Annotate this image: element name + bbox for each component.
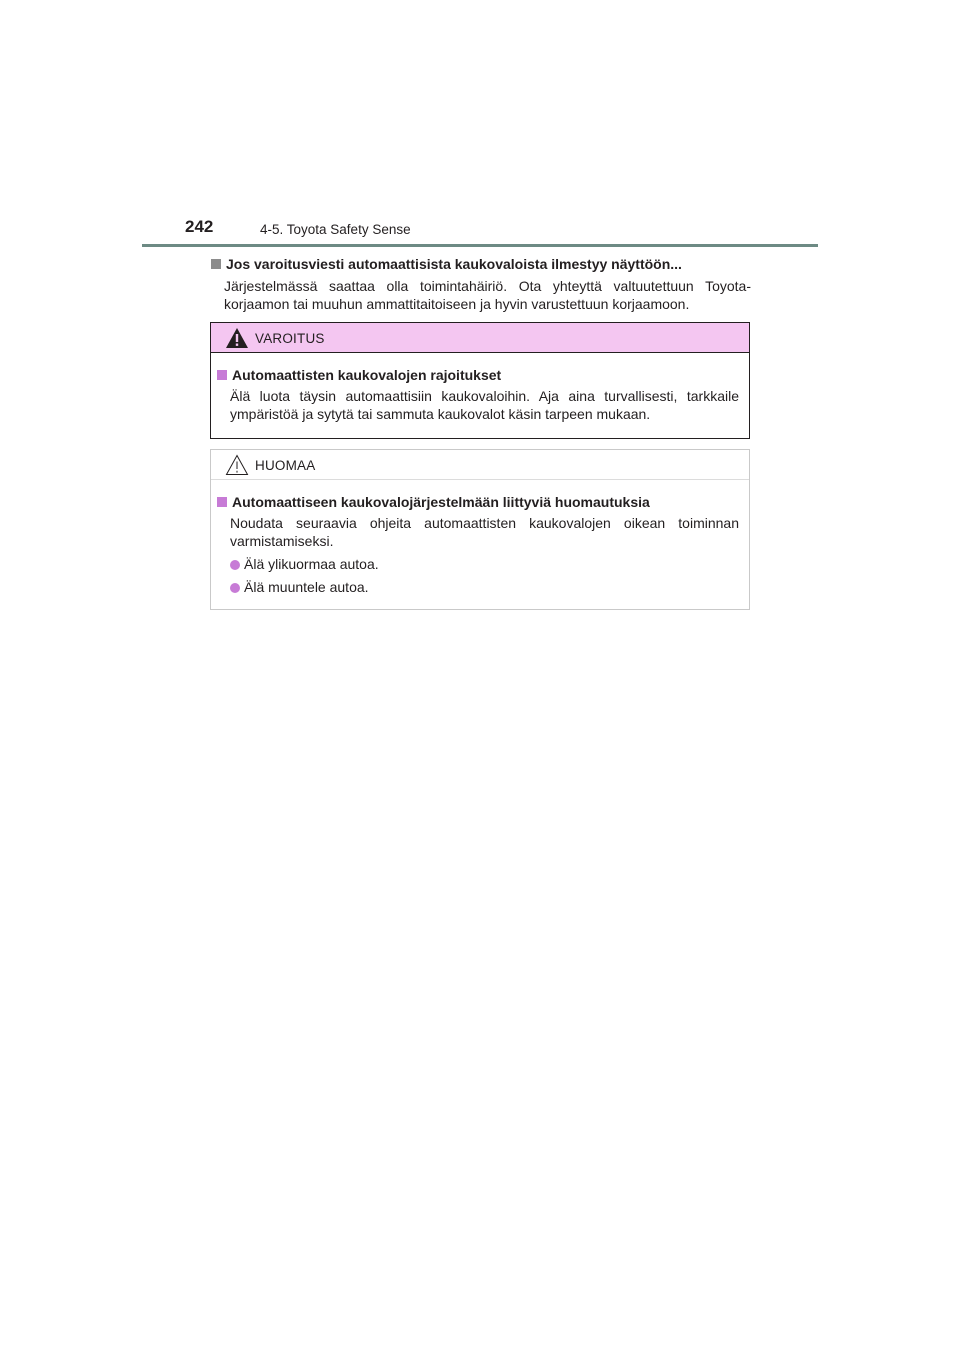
warning-heading-text: Automaattisten kaukovalojen rajoitukset bbox=[232, 367, 502, 383]
warning-label: VAROITUS bbox=[255, 331, 325, 346]
list-item bbox=[230, 555, 739, 573]
intro-section bbox=[211, 255, 751, 313]
intro-heading bbox=[211, 255, 751, 273]
square-bullet-icon bbox=[211, 259, 221, 269]
intro-heading-text: Jos varoitusviesti automaattisista kaukovaloista ilmestyy näyttöön... bbox=[226, 256, 682, 272]
list-item bbox=[230, 578, 739, 596]
notice-body: Noudata seuraavia ohjeita automaattisten kaukovalojen oikean toiminnan varmistamiseksi. bbox=[230, 515, 739, 549]
intro-body: Järjestelmässä saattaa olla toimintahäiriö. Ota yhteyttä valtuutettuun Toyota-korjaamon tai muuhun ammattitaitoiseen ja hyvin varustettuun korjaamoon. bbox=[224, 278, 751, 312]
square-bullet-icon bbox=[217, 370, 227, 380]
warning-triangle-icon bbox=[225, 327, 249, 349]
section-title: 4-5. Toyota Safety Sense bbox=[260, 222, 411, 237]
notice-heading bbox=[217, 493, 739, 511]
caution-triangle-icon bbox=[225, 454, 249, 476]
square-bullet-icon bbox=[217, 497, 227, 507]
notice-box bbox=[210, 449, 750, 610]
list-item-text: Älä muuntele autoa. bbox=[244, 579, 369, 595]
list-item-text: Älä ylikuormaa autoa. bbox=[244, 556, 379, 572]
header-rule bbox=[142, 244, 818, 247]
notice-header bbox=[211, 450, 749, 480]
warning-content bbox=[211, 353, 749, 423]
warning-heading bbox=[217, 366, 739, 384]
circle-bullet-icon bbox=[230, 583, 240, 593]
warning-box bbox=[210, 322, 750, 439]
warning-body: Älä luota täysin automaattisiin kaukovaloihin. Aja aina turvallisesti, tarkkaile ympäristöä ja sytytä tai sammuta kaukovalot käsin tarpeen mukaan. bbox=[230, 388, 739, 422]
page-header bbox=[0, 214, 960, 248]
notice-content bbox=[211, 480, 749, 596]
page-number: 242 bbox=[185, 217, 214, 236]
notice-heading-text: Automaattiseen kaukovalojärjestelmään liittyviä huomautuksia bbox=[232, 494, 650, 510]
warning-header bbox=[211, 323, 749, 353]
notice-label: HUOMAA bbox=[255, 458, 316, 473]
circle-bullet-icon bbox=[230, 560, 240, 570]
